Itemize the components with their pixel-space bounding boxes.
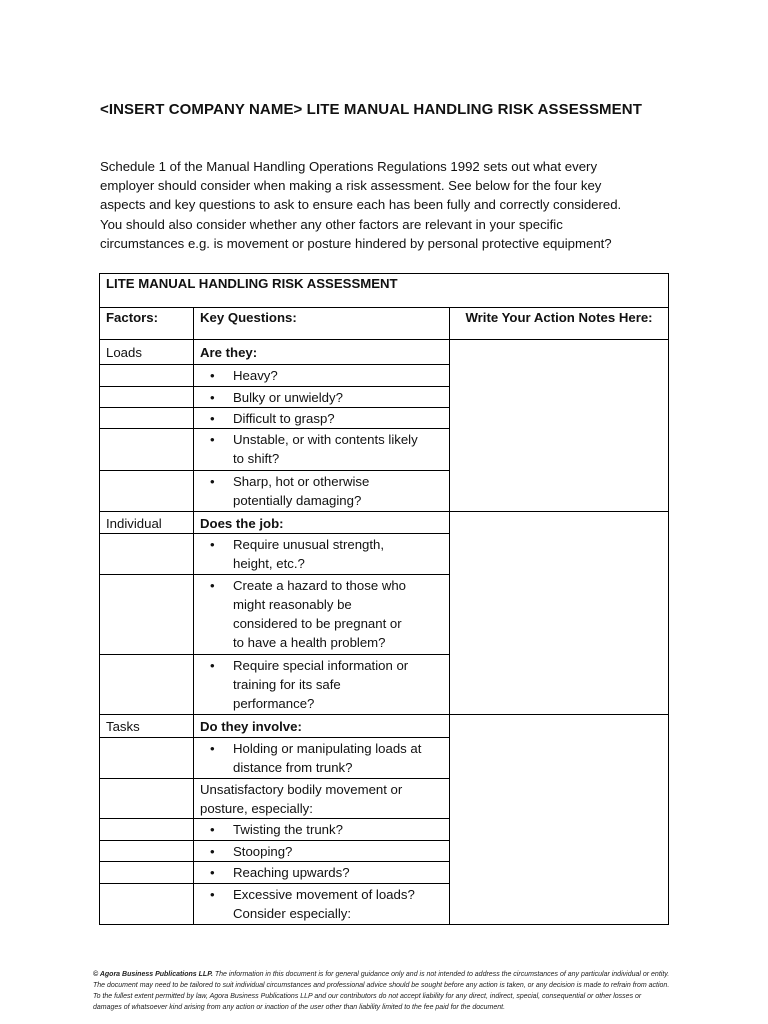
- factor-cell: [100, 884, 194, 925]
- question-lead-tasks: Do they involve:: [194, 715, 450, 738]
- list-item: • Sharp, hot or otherwise potentially damaging?: [210, 474, 370, 508]
- factor-cell: [100, 779, 194, 819]
- footer-disclaimer: [93, 969, 683, 1013]
- bullet-icon: •: [210, 844, 215, 859]
- question-lead-individual: Does the job:: [194, 512, 450, 534]
- list-item: • Bulky or unwieldy?: [210, 390, 343, 405]
- question-cell: [194, 575, 450, 655]
- question-lead-loads: Are they:: [194, 340, 450, 365]
- intro-line: employer should consider when making a risk assessment. See below for the four key: [100, 178, 602, 194]
- table-row: [100, 340, 669, 365]
- question-cell: [194, 655, 450, 715]
- bullet-icon: •: [210, 822, 215, 837]
- factor-cell: [100, 429, 194, 471]
- question-cell: [194, 471, 450, 512]
- question-cell: [194, 841, 450, 862]
- factor-individual: Individual: [100, 512, 194, 534]
- bullet-icon: •: [210, 578, 215, 593]
- copyright-notice: © Agora Business Publications LLP.: [93, 971, 213, 978]
- bullet-icon: •: [210, 887, 215, 902]
- question-cell: [194, 534, 450, 575]
- bullet-icon: •: [210, 432, 215, 447]
- list-item: • Require special information or training for its safe performance?: [210, 658, 409, 711]
- factor-cell: [100, 534, 194, 575]
- factor-cell: [100, 365, 194, 387]
- question-cell: [194, 738, 450, 779]
- notes-tasks-field[interactable]: [450, 715, 669, 925]
- factor-cell: [100, 387, 194, 408]
- footer-line: To the fullest extent permitted by law, Agora Business Publications LLP and our contributors do not accept liability for any direct, indirect, special, consequential or other losses or: [93, 993, 642, 1000]
- question-cell: [194, 365, 450, 387]
- footer-line: damages of whatsoever kind arising from any action or inaction of the user other than liability limited to the fee paid for the document.: [93, 1004, 506, 1011]
- list-item: • Twisting the trunk?: [210, 822, 343, 837]
- table-row: [100, 715, 669, 738]
- factor-cell: [100, 655, 194, 715]
- notes-individual-field[interactable]: [450, 512, 669, 715]
- column-header-row: [100, 308, 669, 340]
- bullet-icon: •: [210, 390, 215, 405]
- document-title: <INSERT COMPANY NAME> LITE MANUAL HANDLING RISK ASSESSMENT: [100, 101, 642, 118]
- bullet-icon: •: [210, 658, 215, 673]
- intro-line: aspects and key questions to ask to ensure each has been fully and correctly considered.: [100, 197, 622, 213]
- factor-cell: [100, 819, 194, 841]
- bullet-icon: •: [210, 537, 215, 552]
- bullet-icon: •: [210, 411, 215, 426]
- intro-paragraph: [100, 157, 660, 253]
- factor-loads: Loads: [100, 340, 194, 365]
- column-header-factors: Factors:: [100, 308, 194, 340]
- list-item: • Holding or manipulating loads at distance from trunk?: [210, 741, 422, 775]
- notes-loads-field[interactable]: [450, 340, 669, 512]
- bullet-icon: •: [210, 474, 215, 489]
- intro-line: You should also consider whether any other factors are relevant in your specific: [100, 216, 563, 232]
- bullet-icon: •: [210, 741, 215, 756]
- list-item: • Difficult to grasp?: [210, 411, 335, 426]
- question-cell: [194, 884, 450, 925]
- footer-line: The document may need to be tailored to suit individual circumstances and professional advice should be sought before any action is taken, or any decision is made to refrain from action.: [93, 982, 670, 989]
- factor-cell: [100, 575, 194, 655]
- table-heading: LITE MANUAL HANDLING RISK ASSESSMENT: [100, 274, 669, 308]
- list-item: • Heavy?: [210, 368, 278, 383]
- risk-assessment-table: [99, 273, 669, 925]
- plain-text: Unsatisfactory bodily movement or: [200, 782, 403, 797]
- bullet-icon: •: [210, 865, 215, 880]
- intro-line: Schedule 1 of the Manual Handling Operations Regulations 1992 sets out what every: [100, 159, 598, 174]
- question-cell: [194, 779, 450, 819]
- list-item: • Create a hazard to those who might reasonably be considered to be pregnant or to have a health problem?: [210, 578, 407, 650]
- factor-cell: [100, 471, 194, 512]
- list-item: • Excessive movement of loads? Consider especially:: [210, 887, 415, 921]
- column-header-questions: Key Questions:: [194, 308, 450, 340]
- question-cell: [194, 819, 450, 841]
- table-row: [100, 512, 669, 534]
- question-cell: [194, 429, 450, 471]
- factor-cell: [100, 408, 194, 429]
- question-cell: [194, 387, 450, 408]
- list-item: • Require unusual strength, height, etc.?: [210, 537, 385, 571]
- intro-line: circumstances e.g. is movement or posture hindered by personal protective equipment?: [100, 235, 612, 251]
- factor-cell: [100, 841, 194, 862]
- bullet-icon: •: [210, 368, 215, 383]
- list-item: • Reaching upwards?: [210, 865, 350, 880]
- question-cell: [194, 408, 450, 429]
- table-heading-row: [100, 274, 669, 308]
- question-cell: [194, 862, 450, 884]
- footer-line: © Agora Business Publications LLP. The information in this document is for general guidance only and is not intended to address the circumstances of any particular individual or entity.: [93, 971, 670, 978]
- list-item: • Stooping?: [210, 844, 293, 859]
- factor-tasks: Tasks: [100, 715, 194, 738]
- plain-text: posture, especially:: [200, 801, 313, 816]
- factor-cell: [100, 862, 194, 884]
- list-item: • Unstable, or with contents likely to shift?: [210, 432, 418, 466]
- column-header-notes: Write Your Action Notes Here:: [450, 308, 669, 340]
- factor-cell: [100, 738, 194, 779]
